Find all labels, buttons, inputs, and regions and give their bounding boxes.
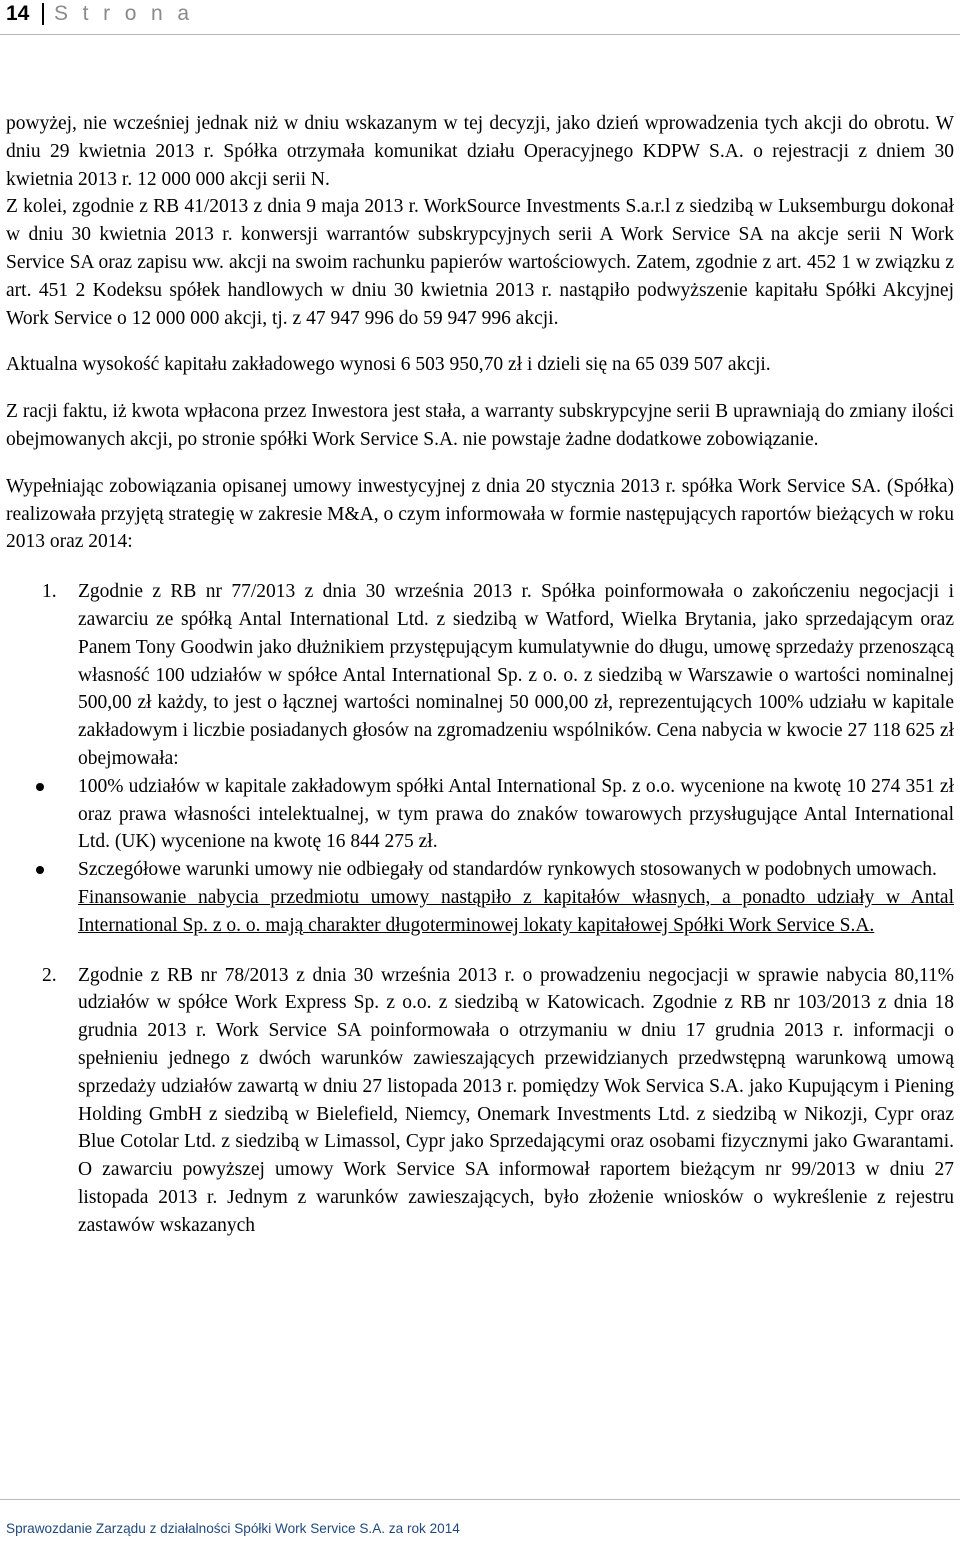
header-separator	[42, 3, 44, 25]
bullet-text: 100% udziałów w kapitale zakładowym spółki Antal International Sp. z o.o. wycenione na kwotę 10 274 351 zł oraz prawa własności intelektualnej, w tym prawa do znaków towarowych przysługujące Antal International Ltd. (UK) wycenione na kwotę 16 844 275 zł.	[78, 775, 954, 853]
bullet-text: Szczegółowe warunki umowy nie odbiegały od standardów rynkowych stosowanych w podobnych umowach.	[78, 859, 937, 881]
list-item-2	[6, 962, 954, 1240]
list-number: 2.	[42, 964, 57, 986]
paragraph-5: Wypełniając zobowiązania opisanej umowy inwestycyjnej z dnia 20 stycznia 2013 r. spółka Work Service SA. (Spółka) realizowała przyjętą strategię w zakresie M&A, o czym informowała w formie następujących raportów bieżących w roku 2013 oraz 2014:	[6, 475, 954, 553]
bullet-icon	[36, 866, 44, 874]
paragraph-3: Aktualna wysokość kapitału zakładowego wynosi 6 503 950,70 zł i dzieli się na 65 039 507 akcji.	[6, 354, 771, 376]
list-item-text: Zgodnie z RB nr 77/2013 z dnia 30 września 2013 r. Spółka poinformowała o zakończeniu negocjacji i zawarciu ze spółką Antal International Ltd. z siedzibą w Watford, Wielka Brytania, jako sprzedającym oraz Panem Tony Goodwin jako dłużnikiem przystępującym kumulatywnie do długu, umowę sprzedaży przenoszącą własność 100 udziałów w spółce Antal International Sp. z o. o. z siedzibą w Warszawie o wartości nominalnej 500,00 zł każdy, to jest o łącznej wartości nominalnej 50 000,00 zł, reprezentujących 100% udziału w kapitale zakładowym i liczbie posiadanych głosów na zgromadzeniu wspólników. Cena nabycia w kwocie 27 118 625 zł obejmowała:	[78, 581, 954, 769]
list-number: 1.	[42, 581, 57, 603]
bullet-item-1	[6, 773, 954, 856]
paragraph-2: Z kolei, zgodnie z RB 41/2013 z dnia 9 maja 2013 r. WorkSource Investments S.a.r.l z siedzibą w Luksemburgu dokonał w dniu 30 kwietnia 2013 r. konwersji warrantów subskrypcyjnych serii A Work Service SA na akcje serii N Work Service SA oraz zapisu ww. akcji na swoim rachunku papierów wartościowych. Zatem, zgodnie z art. 452 1 w związku z art. 451 2 Kodeksu spółek handlowych w dniu 30 kwietnia 2013 r. nastąpiło podwyższenie kapitału Spółki Akcyjnej Work Service o 12 000 000 akcji, tj. z 47 947 996 do 59 947 996 akcji.	[6, 196, 954, 329]
bullet-item-2	[6, 856, 954, 884]
list-item-1	[6, 578, 954, 773]
page-label: S t r o n a	[54, 2, 194, 25]
page-footer: Sprawozdanie Zarządu z działalności Spółki Work Service S.A. za rok 2014	[6, 1521, 460, 1536]
page-number: 14	[6, 2, 30, 25]
header-divider	[0, 34, 960, 35]
bullet-icon	[36, 783, 44, 791]
page-header	[0, 0, 960, 34]
underlined-note: Finansowanie nabycia przedmiotu umowy nastąpiło z kapitałów własnych, a ponadto udziały w Antal International Sp. z o. o. mają charakter długoterminowej lokaty kapitałowej Spółki Work Service S.A.	[78, 886, 954, 936]
footer-divider	[0, 1499, 960, 1500]
paragraph-1: powyżej, nie wcześniej jednak niż w dniu wskazanym w tej decyzji, jako dzień wprowadzenia tych akcji do obrotu. W dniu 29 kwietnia 2013 r. Spółka otrzymała komunikat działu Operacyjnego KDPW S.A. o rejestracji z dniem 30 kwietnia 2013 r. 12 000 000 akcji serii N.	[6, 113, 954, 190]
document-body	[6, 110, 954, 1239]
list-item-text: Zgodnie z RB nr 78/2013 z dnia 30 września 2013 r. o prowadzeniu negocjacji w sprawie nabycia 80,11% udziałów w spółce Work Express Sp. z o.o. z siedzibą w Katowicach. Zgodnie z RB nr 103/2013 z dnia 18 grudnia 2013 r. Work Service SA poinformowała o otrzymaniu w dniu 17 grudnia 2013 r. informacji o spełnieniu jednego z dwóch warunków zawieszających przewidzianych przedwstępną warunkową umową sprzedaży udziałów zawartą w dniu 27 listopada 2013 r. pomiędzy Wok Servica S.A. jako Kupującym i Piening Holding GmbH z siedzibą w Bielefield, Niemcy, Onemark Investments Ltd. z siedzibą w Nikozji, Cypr oraz Blue Cotolar Ltd. z siedzibą w Limassol, Cypr jako Sprzedającymi oraz osobami fizycznymi jako Gwarantami. O zawarciu powyższej umowy Work Service SA informował raportem bieżącym nr 99/2013 w dniu 27 listopada 2013 r. Jednym z warunków zawieszających, było złożenie wniosków o wykreślenie z rejestru zastawów wskazanych	[78, 964, 954, 1236]
paragraph-4: Z racji faktu, iż kwota wpłacona przez Inwestora jest stała, a warranty subskrypcyjne serii B uprawniają do zmiany ilości obejmowanych akcji, po stronie spółki Work Service S.A. nie powstaje żadne dodatkowe zobowiązanie.	[6, 401, 954, 450]
